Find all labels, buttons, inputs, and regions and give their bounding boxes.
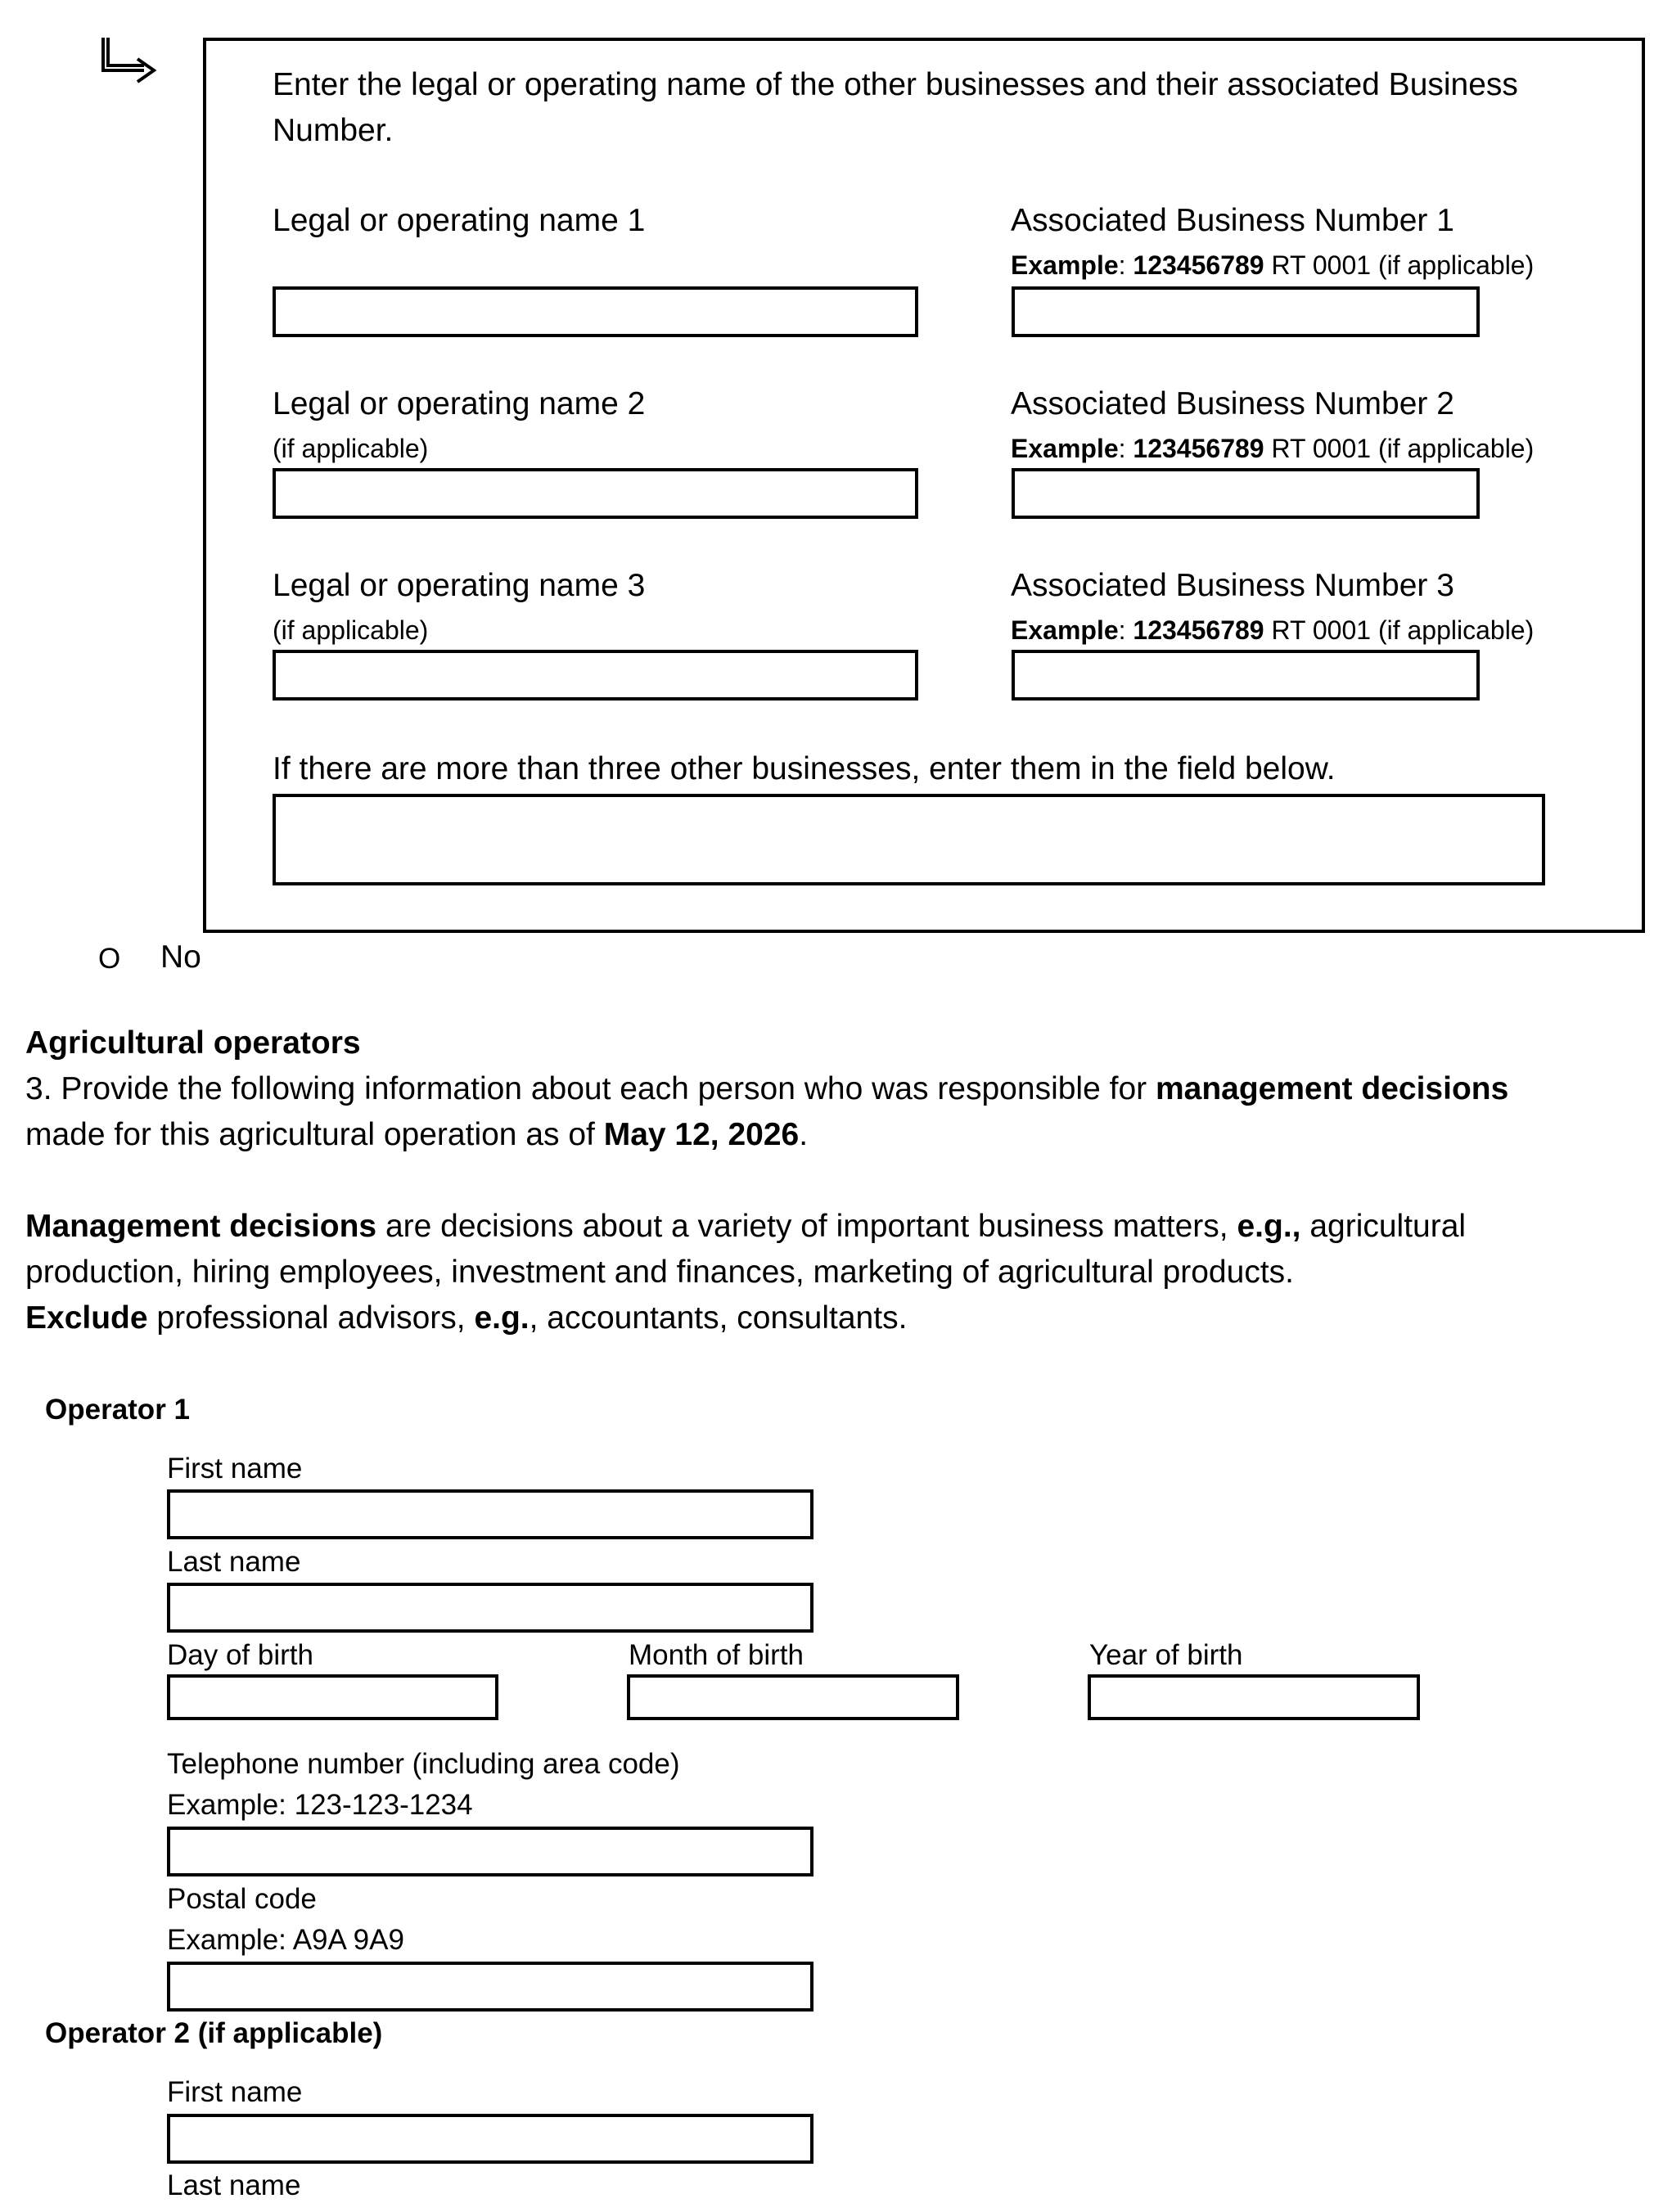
operator-1-title: Operator 1	[45, 1394, 190, 1426]
q3-end: .	[799, 1117, 809, 1152]
business-number-2-label: Associated Business Number 2	[1011, 386, 1454, 421]
operator-1-first-name-input[interactable]	[167, 1489, 813, 1539]
other-businesses-instruction-line2: Number.	[273, 113, 394, 148]
exclude-text: professional advisors,	[147, 1300, 475, 1336]
example-label: Example	[1011, 250, 1119, 280]
example-number: 123456789	[1133, 434, 1264, 463]
business-number-3-example	[1011, 615, 1534, 646]
return-arrow-icon	[97, 34, 162, 85]
other-businesses-instruction-line1: Enter the legal or operating name of the other businesses and their associated Business	[273, 67, 1518, 102]
legal-name-3-input[interactable]	[273, 650, 918, 701]
example-number: 123456789	[1133, 250, 1264, 280]
example-label: Example	[1011, 434, 1119, 463]
operator-1-month-label: Month of birth	[629, 1639, 804, 1671]
definition-line2: production, hiring employees, investment and finances, marketing of agricultural products.	[25, 1255, 1294, 1290]
example-label: Example	[1011, 615, 1119, 645]
definition-text2: agricultural	[1300, 1209, 1467, 1244]
no-radio[interactable]: O	[98, 943, 121, 975]
operator-2-first-name-label: First name	[167, 2076, 303, 2108]
operator-1-last-name-input[interactable]	[167, 1583, 813, 1633]
operator-1-phone-input[interactable]	[167, 1827, 813, 1876]
question-3-line1	[25, 1071, 1508, 1108]
business-number-1-input[interactable]	[1012, 286, 1480, 337]
operator-1-postal-input[interactable]	[167, 1962, 813, 2012]
legal-name-2-label: Legal or operating name 2	[273, 386, 646, 421]
legal-name-2-input[interactable]	[273, 468, 918, 519]
operator-2-first-name-input[interactable]	[167, 2114, 813, 2164]
business-number-3-input[interactable]	[1012, 650, 1480, 701]
definition-line1	[25, 1209, 1466, 1246]
definition-term: Management decisions	[25, 1209, 377, 1244]
exclude-term: Exclude	[25, 1300, 148, 1336]
business-number-1-label: Associated Business Number 1	[1011, 203, 1454, 238]
operator-1-year-input[interactable]	[1088, 1674, 1420, 1720]
q3-date: May 12, 2026	[603, 1117, 800, 1152]
legal-name-1-label: Legal or operating name 1	[273, 203, 646, 238]
business-number-1-example	[1011, 250, 1534, 281]
example-rest: RT 0001 (if applicable)	[1264, 250, 1535, 280]
more-businesses-label: If there are more than three other businesses, enter them in the field below.	[273, 751, 1336, 786]
example-separator: :	[1118, 250, 1133, 280]
operator-1-phone-example: Example: 123-123-1234	[167, 1789, 473, 1821]
exclude-eg: e.g.	[474, 1300, 530, 1336]
example-number: 123456789	[1133, 615, 1264, 645]
operator-2-last-name-label: Last name	[167, 2169, 301, 2201]
operator-1-day-label: Day of birth	[167, 1639, 313, 1671]
business-number-3-label: Associated Business Number 3	[1011, 568, 1454, 603]
exclude-line	[25, 1300, 907, 1337]
example-rest: RT 0001 (if applicable)	[1264, 434, 1535, 463]
definition-eg: e.g.,	[1237, 1209, 1301, 1244]
operator-1-phone-label: Telephone number (including area code)	[167, 1748, 680, 1780]
question-3-line2	[25, 1117, 808, 1154]
legal-name-3-label: Legal or operating name 3	[273, 568, 646, 603]
operator-1-year-label: Year of birth	[1089, 1639, 1243, 1671]
exclude-text2: , accountants, consultants.	[529, 1300, 908, 1336]
q3-bold-term: management decisions	[1155, 1071, 1509, 1106]
example-separator: :	[1118, 615, 1133, 645]
q3-text: 3. Provide the following information about each person who was responsible for	[25, 1071, 1156, 1106]
business-number-2-input[interactable]	[1012, 468, 1480, 519]
more-businesses-input[interactable]	[273, 794, 1545, 885]
legal-name-2-note: (if applicable)	[273, 434, 429, 463]
example-rest: RT 0001 (if applicable)	[1264, 615, 1535, 645]
operator-1-first-name-label: First name	[167, 1453, 303, 1484]
no-option-label: No	[160, 939, 201, 975]
operator-1-last-name-label: Last name	[167, 1546, 301, 1578]
business-number-2-example	[1011, 434, 1534, 464]
legal-name-1-input[interactable]	[273, 286, 918, 337]
example-separator: :	[1118, 434, 1133, 463]
section-heading: Agricultural operators	[25, 1025, 361, 1061]
operator-1-postal-example: Example: A9A 9A9	[167, 1924, 404, 1956]
operator-1-month-input[interactable]	[627, 1674, 959, 1720]
operator-2-title: Operator 2 (if applicable)	[45, 2017, 383, 2049]
definition-text: are decisions about a variety of important business matters,	[376, 1209, 1237, 1244]
legal-name-3-note: (if applicable)	[273, 615, 429, 645]
operator-1-postal-label: Postal code	[167, 1883, 317, 1915]
operator-1-day-input[interactable]	[167, 1674, 498, 1720]
q3-text2: made for this agricultural operation as of	[25, 1117, 604, 1152]
